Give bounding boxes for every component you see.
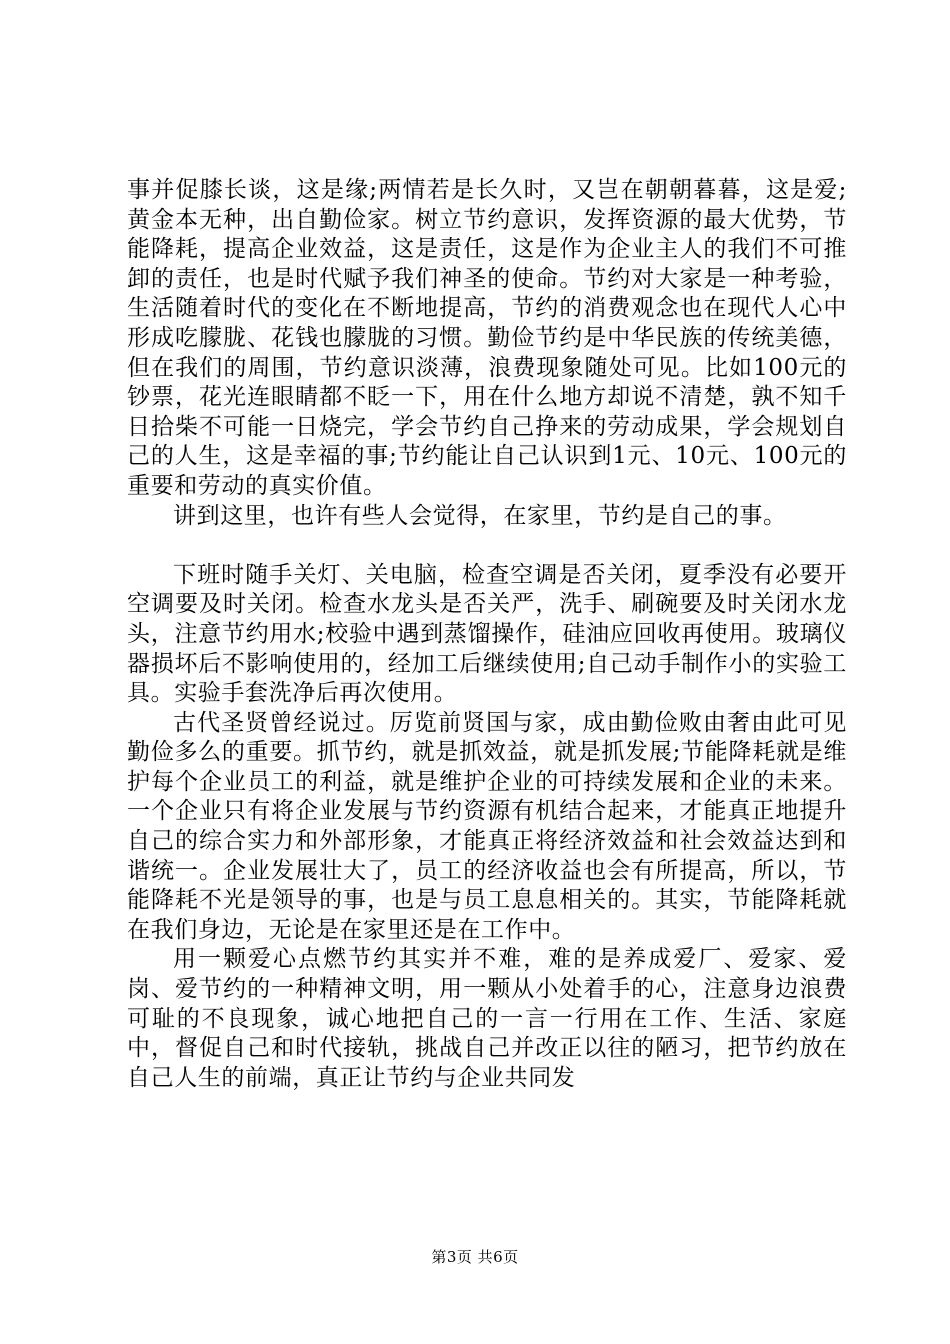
page-number-footer: 第3页 共6页 [431,1248,519,1266]
paragraph-workplace-tips: 下班时随手关灯、关电脑，检查空调是否关闭，夏季没有必要开空调要及时关闭。检查水龙头是否关严，洗手、刷碗要及时关闭水龙头，注意节约用水;校验中遇到蒸馏操作，硅油应回收再使用。玻璃仪器损坏后不影响使用的，经加工后继续使用;自己动手制作小的实验工具。实验手套洗净后再次使用。 [127,561,847,707]
paragraph-love-heart: 用一颗爱心点燃节约其实并不难，难的是养成爱厂、爱家、爱岗、爱节约的一种精神文明，用一颗从小处着手的心，注意身边浪费可耻的不良现象，诚心地把自己的一言一行用在工作、生活、家庭中，督促自己和时代接轨，挑战自己并改正以往的陋习，把节约放在自己人生的前端，真正让节约与企业共同发 [127,946,847,1091]
paragraph-ancient-sages: 古代圣贤曾经说过。厉览前贤国与家，成由勤俭败由奢由此可见勤俭多么的重要。抓节约，就是抓效益，就是抓发展;节能降耗就是维护每个企业员工的利益，就是维护企业的可持续发展和企业的未来。一个企业只有将企业发展与节约资源有机结合起来，才能真正地提升自己的综合实力和外部形象，才能真正将经济效益和社会效益达到和谐统一。企业发展壮大了，员工的经济收益也会有所提高，所以，节能降耗不光是领导的事，也是与员工息息相关的。其实，节能降耗就在我们身边，无论是在家里还是在工作中。 [127,709,847,943]
paragraph-transition: 讲到这里，也许有些人会觉得，在家里，节约是自己的事。 [173,502,787,529]
document-body [127,176,847,1093]
paragraph-continuation: 事并促膝长谈，这是缘;两情若是长久时，又岂在朝朝暮暮，这是爱;黄金本无种，出自勤俭家。树立节约意识，发挥资源的最大优势，节能降耗，提高企业效益，这是责任，这是作为企业主人的我们不可推卸的责任，也是时代赋予我们神圣的使命。节约对大家是一种考验，生活随着时代的变化在不断地提高，节约的消费观念也在现代人心中形成吃朦胧、花钱也朦胧的习惯。勤俭节约是中华民族的传统美德，但在我们的周围，节约意识淡薄，浪费现象随处可见。比如100元的钞票，花光连眼睛都不眨一下，用在什么地方却说不清楚，孰不知千日拾柴不可能一日烧完，学会节约自己挣来的劳动成果，学会规划自己的人生，这是幸福的事;节约能让自己认识到1元、10元、100元的重要和劳动的真实价值。 [127,177,847,499]
